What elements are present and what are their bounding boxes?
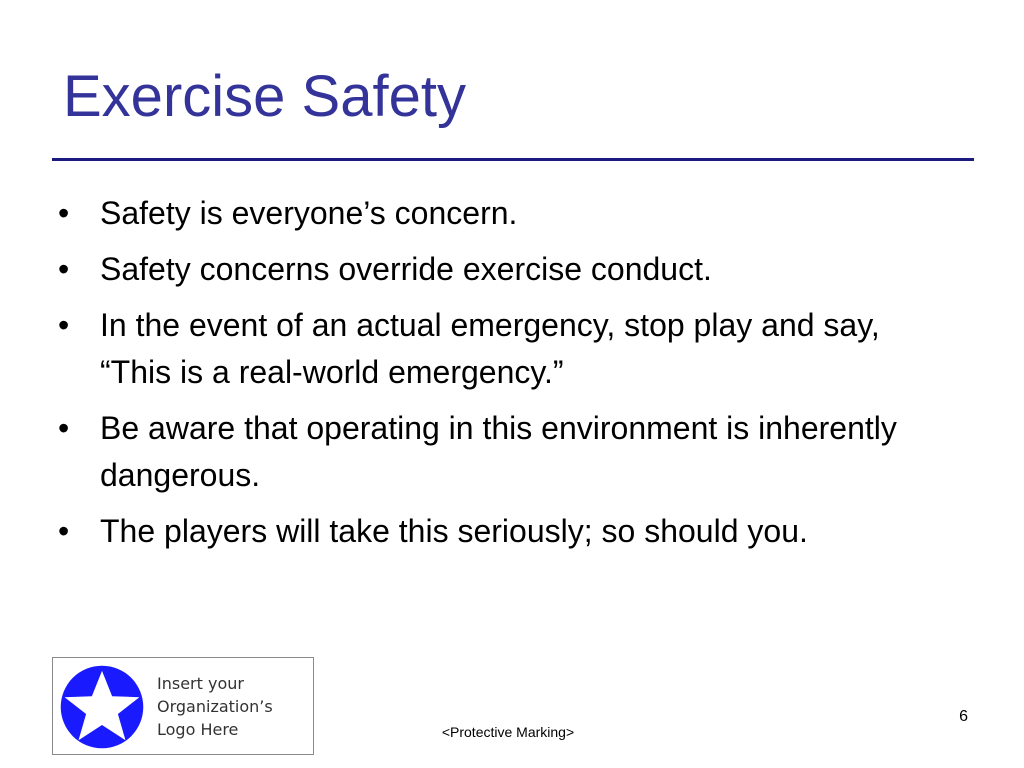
bullet-marker: • [58, 410, 70, 446]
logo-caption-line: Insert your [157, 674, 244, 693]
slide-title: Exercise Safety [63, 64, 466, 129]
logo-caption-line: Logo Here [157, 720, 239, 739]
page-number: 6 [959, 708, 968, 725]
bullet-marker: • [58, 307, 70, 343]
bullet-item [58, 405, 958, 499]
bullet-text: Safety concerns override exercise conduct. [100, 251, 712, 287]
bullet-marker: • [58, 195, 70, 231]
bullet-marker: • [58, 251, 70, 287]
bullet-item [58, 246, 958, 293]
bullet-item [58, 302, 958, 396]
bullet-text: Be aware that operating in this environment is inherently dangerous. [100, 410, 897, 493]
bullet-item [58, 190, 958, 237]
protective-marking-row [0, 724, 1016, 740]
bullet-text: The players will take this seriously; so should you. [100, 513, 808, 549]
logo-caption-line: Organization’s [157, 697, 273, 716]
logo-placeholder [52, 657, 314, 755]
bullet-list [58, 190, 958, 564]
bullet-item [58, 508, 958, 555]
bullet-text: Safety is everyone’s concern. [100, 195, 518, 231]
bullet-marker: • [58, 513, 70, 549]
protective-marking: <Protective Marking> [441, 724, 575, 740]
title-divider [52, 158, 974, 161]
bullet-text: In the event of an actual emergency, stop play and say, “This is a real-world emergency.” [100, 307, 880, 390]
